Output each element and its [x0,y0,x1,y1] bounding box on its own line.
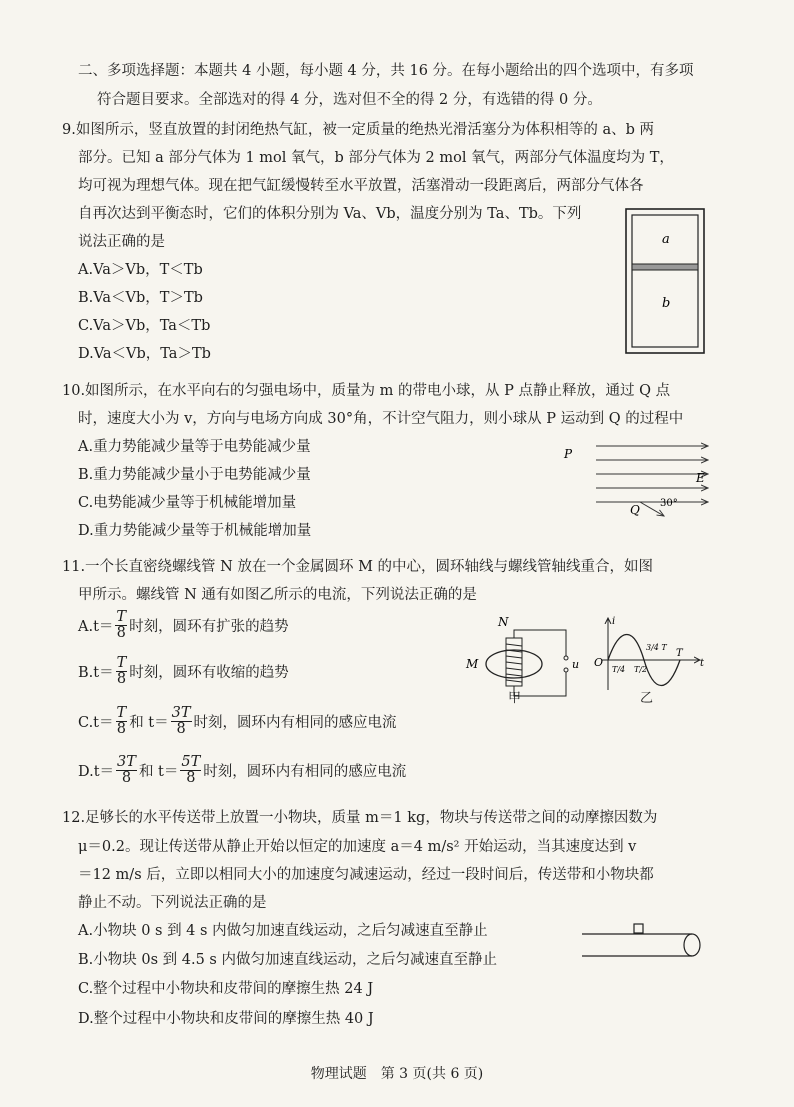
label-M: M [466,657,479,671]
q9-line1: 9.如图所示，竖直放置的封闭绝热气缸，被一定质量的绝热光滑活塞分为体积相等的 a、b 两 [62,122,654,138]
fraction: $\frac{5T}{8}$ [181,754,201,786]
label-3T4: 3/4 T [646,643,667,652]
label-angle: 30° [660,498,678,509]
label-u: u [572,658,580,671]
label-O: O [594,656,604,669]
metal-ring [486,650,542,678]
q10-line1: 10.如图所示，在水平向右的匀强电场中，质量为 m 的带电小球，从 P 点静止释放，通过 Q 点 [62,383,671,399]
fraction: $\frac{3T}{8}$ [117,754,136,786]
q11-line1: 11.一个长直密绕螺线管 N 放在一个金属圆环 M 的中心，圆环轴线与螺线管轴线重合，如图 [62,559,654,575]
label-E: E [696,471,705,485]
fraction: $\frac{T}{8}$ [116,655,127,687]
piston [632,264,698,270]
fraction: $\frac{T}{8}$ [116,609,127,641]
label-T: T [676,648,683,659]
q9-line3: 均可视为理想气体。现在把气缸缓慢转至水平放置，活塞滑动一段距离后，两部分气体各 [78,178,644,194]
q9-option-d: D.Va＜Vb，Ta＞Tb [78,346,211,362]
q10-option-d: D.重力势能减少量等于机械能增加量 [78,523,312,539]
q11-option-d: D.t＝ $\frac{3T}{8}$ 和 t＝ $\frac{5T}{8}$ 时刻，圆环内有相同的感应电流 [78,754,407,786]
label-T2: T/2 [634,665,648,674]
q9-cylinder-figure [622,207,708,357]
q12-line3: ＝12 m/s 后，立即以相同大小的加速度匀减速运动，经过一段时间后，传送带和小物块都 [78,867,654,883]
label-N: N [498,615,509,629]
q11-current-graph [588,612,708,694]
label-T4: T/4 [612,665,626,674]
q12-option-a: A.小物块 0 s 到 4 s 内做匀加速直线运动，之后匀减速直至静止 [78,923,488,939]
q9-line4: 自再次达到平衡态时，它们的体积分别为 Va、Vb，温度分别为 Ta、Tb。下列 [78,206,582,222]
q12-line4: 静止不动。下列说法正确的是 [78,895,267,911]
label-i: i [612,616,616,627]
section-header-line2: 符合题目要求。全部选对的得 4 分，选对但不全的得 2 分，有选错的得 0 分。 [97,92,602,108]
fig-jia-caption: 甲 [508,691,522,706]
q12-option-d: D.整个过程中小物块和皮带间的摩擦生热 40 J [78,1011,374,1027]
q11-option-b: B.t＝ $\frac{T}{8}$ 时刻，圆环有收缩的趋势 [78,655,289,687]
section-header-line1: 二、多项选择题：本题共 4 小题，每小题 4 分，共 16 分。在每小题给出的四个选项中，有多项 [78,63,694,79]
q12-conveyor-figure [578,922,708,962]
fraction: $\frac{3T}{8}$ [171,705,191,737]
q10-field-figure [560,440,720,520]
q9-option-a: A.Va＞Vb，T＜Tb [78,262,203,278]
q11-solenoid-figure [462,612,586,708]
label-t: t [700,658,705,669]
block [634,924,643,933]
roller [684,934,700,956]
q12-line1: 12.足够长的水平传送带上放置一小物块，质量 m＝1 kg，物块与传送带之间的动摩擦因数为 [62,810,658,826]
q11-option-c: C.t＝ $\frac{T}{8}$ 和 t＝ $\frac{3T}{8}$ 时刻，圆环内有相同的感应电流 [78,705,397,737]
q10-option-b: B.重力势能减少量小于电势能减少量 [78,467,311,483]
q10-option-a: A.重力势能减少量等于电势能减少量 [78,439,311,455]
q12-line2: μ＝0.2。现让传送带从静止开始以恒定的加速度 a＝4 m/s² 开始运动，当其速度达到 v [78,839,637,855]
page-footer: 物理试题 第 3 页(共 6 页) [310,1066,484,1082]
q10-option-c: C.电势能减少量等于机械能增加量 [78,495,297,511]
q11-line2: 甲所示。螺线管 N 通有如图乙所示的电流，下列说法正确的是 [78,587,477,603]
q12-option-b: B.小物块 0s 到 4.5 s 内做匀加速直线运动，之后匀减速直至静止 [78,952,497,968]
q9-line2: 部分。已知 a 部分气体为 1 mol 氧气，b 部分气体为 2 mol 氧气，两部分气体温度均为 T， [78,150,674,166]
q9-option-c: C.Va＞Vb，Ta＜Tb [78,318,211,334]
q10-line2: 时，速度大小为 v，方向与电场方向成 30°角，不计空气阻力，则小球从 P 运动到 Q 的过程中 [78,411,684,427]
label-a: a [662,232,670,247]
label-Q: Q [630,503,640,517]
q11-option-a: A.t＝ $\frac{T}{8}$ 时刻，圆环有扩张的趋势 [78,609,289,641]
label-b: b [662,296,671,311]
q9-line5: 说法正确的是 [78,234,165,250]
q9-option-b: B.Va＜Vb，T＞Tb [78,290,203,306]
fig-yi-caption: 乙 [640,691,654,706]
label-P: P [564,447,573,461]
fraction: $\frac{T}{8}$ [116,705,127,737]
cylinder-outer [626,209,704,353]
q12-option-c: C.整个过程中小物块和皮带间的摩擦生热 24 J [78,981,374,997]
